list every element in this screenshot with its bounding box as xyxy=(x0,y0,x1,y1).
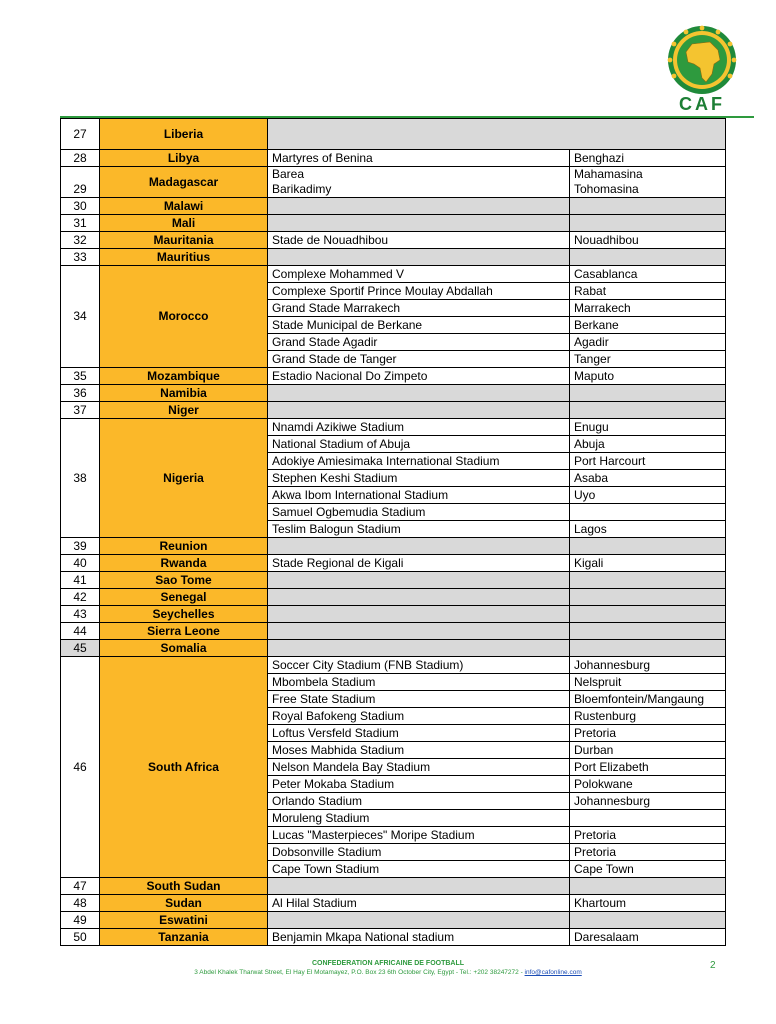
table-row xyxy=(61,266,726,283)
city-name: Mahamasina xyxy=(574,167,643,181)
empty-city-cell xyxy=(570,878,726,895)
row-number: 33 xyxy=(61,249,100,266)
empty-stadium-cell xyxy=(268,119,726,150)
stadium-name: Peter Mokaba Stadium xyxy=(268,776,570,793)
city-name: Khartoum xyxy=(570,895,726,912)
stadium-name: Martyres of Benina xyxy=(268,150,570,167)
table-row xyxy=(61,623,726,640)
row-number: 37 xyxy=(61,402,100,419)
country-name: Mauritius xyxy=(100,249,268,266)
country-name: Liberia xyxy=(100,119,268,150)
country-name: South Sudan xyxy=(100,878,268,895)
stadium-cell xyxy=(268,167,570,198)
empty-city-cell xyxy=(570,385,726,402)
city-name: Berkane xyxy=(570,317,726,334)
row-number: 48 xyxy=(61,895,100,912)
row-number: 29 xyxy=(61,167,100,198)
country-name: Libya xyxy=(100,150,268,167)
city-name: Tohomasina xyxy=(574,182,639,196)
country-name: Sao Tome xyxy=(100,572,268,589)
city-name: Rabat xyxy=(570,283,726,300)
city-name: Port Elizabeth xyxy=(570,759,726,776)
table-row xyxy=(61,895,726,912)
table-row xyxy=(61,167,726,198)
empty-city-cell xyxy=(570,589,726,606)
table-row xyxy=(61,215,726,232)
city-name xyxy=(570,504,726,521)
stadium-name: Royal Bafokeng Stadium xyxy=(268,708,570,725)
empty-stadium-cell xyxy=(268,538,570,555)
row-number: 41 xyxy=(61,572,100,589)
stadium-name: Adokiye Amiesimaka International Stadium xyxy=(268,453,570,470)
empty-stadium-cell xyxy=(268,640,570,657)
city-name: Tanger xyxy=(570,351,726,368)
stadium-name: Orlando Stadium xyxy=(268,793,570,810)
city-name: Cape Town xyxy=(570,861,726,878)
city-name: Asaba xyxy=(570,470,726,487)
row-number: 42 xyxy=(61,589,100,606)
footer-address-text: 3 Abdel Khalek Tharwat Street, El Hay El Motamayez, P.O. Box 23 6th October City, Egypt - Tel.: +202 38247272 - xyxy=(194,969,525,976)
stadium-name: Nnamdi Azikiwe Stadium xyxy=(268,419,570,436)
empty-stadium-cell xyxy=(268,589,570,606)
country-name: Somalia xyxy=(100,640,268,657)
city-name: Maputo xyxy=(570,368,726,385)
empty-city-cell xyxy=(570,198,726,215)
country-name: Mozambique xyxy=(100,368,268,385)
stadium-name: Complexe Sportif Prince Moulay Abdallah xyxy=(268,283,570,300)
stadium-name: Teslim Balogun Stadium xyxy=(268,521,570,538)
stadium-name: Moruleng Stadium xyxy=(268,810,570,827)
stadium-name: Cape Town Stadium xyxy=(268,861,570,878)
table-row xyxy=(61,150,726,167)
empty-city-cell xyxy=(570,912,726,929)
row-number: 35 xyxy=(61,368,100,385)
table-row xyxy=(61,402,726,419)
table-row xyxy=(61,912,726,929)
country-name: Morocco xyxy=(100,266,268,368)
table-row xyxy=(61,929,726,946)
row-number: 31 xyxy=(61,215,100,232)
caf-logo xyxy=(652,20,752,116)
stadium-name: Grand Stade de Tanger xyxy=(268,351,570,368)
country-name: Nigeria xyxy=(100,419,268,538)
empty-stadium-cell xyxy=(268,912,570,929)
stadium-name: Complexe Mohammed V xyxy=(268,266,570,283)
city-name: Pretoria xyxy=(570,844,726,861)
city-name: Pretoria xyxy=(570,827,726,844)
country-name: Niger xyxy=(100,402,268,419)
country-name: Namibia xyxy=(100,385,268,402)
city-name: Nouadhibou xyxy=(570,232,726,249)
stadium-name: Stade de Nouadhibou xyxy=(268,232,570,249)
city-name: Nelspruit xyxy=(570,674,726,691)
city-name: Uyo xyxy=(570,487,726,504)
city-name: Johannesburg xyxy=(570,793,726,810)
row-number: 38 xyxy=(61,419,100,538)
footer-address xyxy=(0,969,776,976)
city-name: Daresalaam xyxy=(570,929,726,946)
empty-city-cell xyxy=(570,402,726,419)
row-number: 32 xyxy=(61,232,100,249)
city-name: Abuja xyxy=(570,436,726,453)
row-number: 43 xyxy=(61,606,100,623)
row-number: 45 xyxy=(61,640,100,657)
table-row xyxy=(61,555,726,572)
table-row xyxy=(61,368,726,385)
stadium-name: Grand Stade Agadir xyxy=(268,334,570,351)
stadium-table-body xyxy=(61,119,726,946)
row-number: 34 xyxy=(61,266,100,368)
empty-city-cell xyxy=(570,623,726,640)
stadium-name: Stade Regional de Kigali xyxy=(268,555,570,572)
empty-stadium-cell xyxy=(268,215,570,232)
row-number: 27 xyxy=(61,119,100,150)
empty-stadium-cell xyxy=(268,249,570,266)
table-row xyxy=(61,232,726,249)
country-name: Reunion xyxy=(100,538,268,555)
empty-city-cell xyxy=(570,215,726,232)
stadium-name: Barikadimy xyxy=(272,182,332,196)
country-name: Sudan xyxy=(100,895,268,912)
city-name: Casablanca xyxy=(570,266,726,283)
footer-email-link[interactable]: info@cafonline.com xyxy=(524,969,582,976)
empty-stadium-cell xyxy=(268,198,570,215)
row-number: 46 xyxy=(61,657,100,878)
footer-org: CONFEDERATION AFRICAINE DE FOOTBALL xyxy=(311,960,465,967)
city-name: Rustenburg xyxy=(570,708,726,725)
empty-stadium-cell xyxy=(268,402,570,419)
country-name: Seychelles xyxy=(100,606,268,623)
stadium-name: Stade Municipal de Berkane xyxy=(268,317,570,334)
city-name: Benghazi xyxy=(570,150,726,167)
table-row xyxy=(61,385,726,402)
city-name xyxy=(570,810,726,827)
stadium-name: Free State Stadium xyxy=(268,691,570,708)
stadium-name: Al Hilal Stadium xyxy=(268,895,570,912)
country-name: Rwanda xyxy=(100,555,268,572)
table-row xyxy=(61,249,726,266)
country-name: Senegal xyxy=(100,589,268,606)
table-row xyxy=(61,538,726,555)
city-name: Port Harcourt xyxy=(570,453,726,470)
table-row xyxy=(61,572,726,589)
empty-stadium-cell xyxy=(268,385,570,402)
row-number: 44 xyxy=(61,623,100,640)
city-name: Durban xyxy=(570,742,726,759)
stadium-name: Barea xyxy=(272,167,305,181)
city-name: Marrakech xyxy=(570,300,726,317)
country-name: Mauritania xyxy=(100,232,268,249)
stadium-name: Samuel Ogbemudia Stadium xyxy=(268,504,570,521)
empty-stadium-cell xyxy=(268,878,570,895)
country-name: Malawi xyxy=(100,198,268,215)
city-cell xyxy=(570,167,726,198)
table-row xyxy=(61,606,726,623)
row-number: 50 xyxy=(61,929,100,946)
stadium-name: Akwa Ibom International Stadium xyxy=(268,487,570,504)
empty-city-cell xyxy=(570,606,726,623)
row-number: 40 xyxy=(61,555,100,572)
country-name: South Africa xyxy=(100,657,268,878)
city-name: Enugu xyxy=(570,419,726,436)
stadium-name: Lucas "Masterpieces" Moripe Stadium xyxy=(268,827,570,844)
table-row xyxy=(61,640,726,657)
empty-city-cell xyxy=(570,538,726,555)
city-name: Johannesburg xyxy=(570,657,726,674)
stadium-name: Mbombela Stadium xyxy=(268,674,570,691)
empty-city-cell xyxy=(570,572,726,589)
row-number: 28 xyxy=(61,150,100,167)
country-name: Sierra Leone xyxy=(100,623,268,640)
table-row xyxy=(61,119,726,150)
empty-city-cell xyxy=(570,249,726,266)
page-number: 2 xyxy=(710,960,716,971)
stadium-name: Soccer City Stadium (FNB Stadium) xyxy=(268,657,570,674)
stadium-name: Loftus Versfeld Stadium xyxy=(268,725,570,742)
row-number: 39 xyxy=(61,538,100,555)
empty-city-cell xyxy=(570,640,726,657)
stadium-name: Benjamin Mkapa National stadium xyxy=(268,929,570,946)
row-number: 36 xyxy=(61,385,100,402)
stadium-name: National Stadium of Abuja xyxy=(268,436,570,453)
city-name: Lagos xyxy=(570,521,726,538)
row-number: 49 xyxy=(61,912,100,929)
logo-text: CAF xyxy=(679,94,725,114)
stadium-name: Grand Stade Marrakech xyxy=(268,300,570,317)
stadium-name: Moses Mabhida Stadium xyxy=(268,742,570,759)
country-name: Tanzania xyxy=(100,929,268,946)
table-row xyxy=(61,419,726,436)
city-name: Kigali xyxy=(570,555,726,572)
empty-stadium-cell xyxy=(268,606,570,623)
country-name: Eswatini xyxy=(100,912,268,929)
country-name: Madagascar xyxy=(100,167,268,198)
empty-stadium-cell xyxy=(268,623,570,640)
empty-stadium-cell xyxy=(268,572,570,589)
stadium-name: Stephen Keshi Stadium xyxy=(268,470,570,487)
stadium-name: Estadio Nacional Do Zimpeto xyxy=(268,368,570,385)
stadium-name: Nelson Mandela Bay Stadium xyxy=(268,759,570,776)
table-row xyxy=(61,657,726,674)
country-name: Mali xyxy=(100,215,268,232)
table-row xyxy=(61,198,726,215)
table-row xyxy=(61,589,726,606)
city-name: Agadir xyxy=(570,334,726,351)
row-number: 30 xyxy=(61,198,100,215)
table-row xyxy=(61,878,726,895)
city-name: Pretoria xyxy=(570,725,726,742)
city-name: Bloemfontein/Mangaung xyxy=(570,691,726,708)
row-number: 47 xyxy=(61,878,100,895)
stadium-table xyxy=(60,118,726,946)
city-name: Polokwane xyxy=(570,776,726,793)
footer xyxy=(0,960,776,976)
stadium-name: Dobsonville Stadium xyxy=(268,844,570,861)
